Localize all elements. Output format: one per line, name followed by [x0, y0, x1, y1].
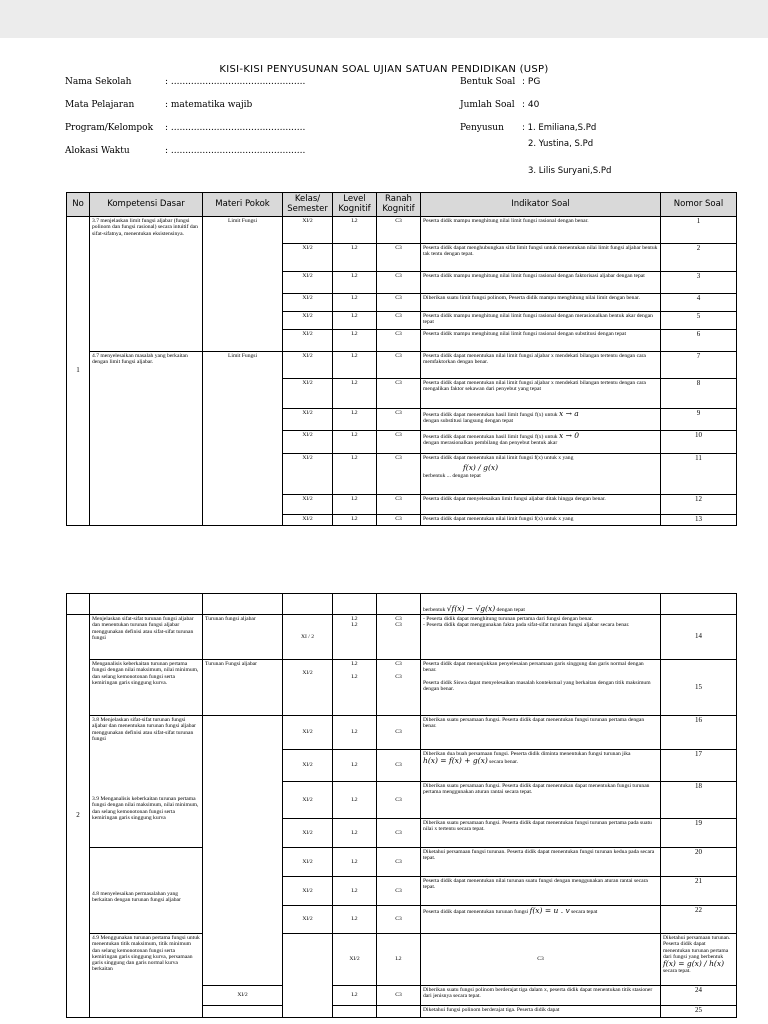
kd-text: 3.9 Menganalisis keberkaitan turunan pertama fungsi dengan nilai maksimum, nilai minimum, dan selang kemonotonan fungsi serta kemiringan garis singgung kurva	[92, 796, 199, 821]
cell-nomor-soal: 15	[661, 660, 737, 716]
cell-ranah: C3	[377, 750, 421, 782]
table-row	[67, 934, 737, 986]
cell-ranah: C3	[377, 272, 421, 294]
cell-ranah: C3	[377, 515, 421, 526]
cell-nomor-soal: 20	[661, 848, 737, 877]
cell-empty	[283, 594, 333, 615]
cell-empty	[67, 594, 90, 615]
cell-level: L2	[333, 750, 377, 782]
cell-kelas: XI/2	[283, 272, 333, 294]
cell-level: L2	[333, 431, 377, 454]
cell-kelas: XI/2	[283, 244, 333, 272]
cell-level: L2	[333, 409, 377, 431]
cell-kelas: XI/2	[283, 495, 333, 515]
cell-level: L2	[333, 877, 377, 906]
cell-nomor-soal: 4	[661, 294, 737, 312]
cell-no: 1	[67, 217, 90, 526]
cell-kelas: XI/2	[283, 217, 333, 244]
field-value: : ...............................................	[165, 123, 306, 133]
cell-ranah: C3	[377, 431, 421, 454]
cell-level: L2	[333, 244, 377, 272]
field-alokasi-waktu	[65, 146, 305, 156]
cell-level: L2	[333, 515, 377, 526]
cell-kelas: XI/2	[283, 515, 333, 526]
cell-indikator	[421, 409, 661, 431]
cell-ranah: C3	[377, 409, 421, 431]
cell-ranah: C3	[377, 294, 421, 312]
cell-kompetensi-dasar: 4.7 menyelesaikan masalah yang berkaitan dengan limit fungsi aljabar.	[90, 352, 203, 526]
cell-kompetensi-dasar	[90, 716, 203, 848]
cell-empty	[661, 594, 737, 615]
kisi-kisi-table-2	[66, 593, 737, 1018]
col-header-kompetensi-dasar: Kompetensi Dasar	[90, 193, 203, 217]
field-value: : 40	[522, 100, 540, 110]
table-row	[67, 594, 737, 615]
cell-level: L2	[333, 495, 377, 515]
col-header-nomor-soal: Nomor Soal	[661, 193, 737, 217]
cell-kelas: XI/2	[283, 312, 333, 330]
col-header-ranah-kognitif: Ranah Kognitif	[377, 193, 421, 217]
indikator-text-cont: dengan substitusi langsung dengan tepat	[423, 418, 514, 425]
col-header-level-kognitif: Level Kognitif	[333, 193, 377, 217]
field-value: : ...............................................	[165, 77, 306, 87]
cell-nomor-soal: 12	[661, 495, 737, 515]
field-label: Mata Pelajaran	[65, 100, 135, 110]
document-title: KISI-KISI PENYUSUNAN SOAL UJIAN SATUAN PENDIDIKAN (USP)	[219, 64, 549, 75]
table-row	[67, 217, 737, 244]
table-header-row	[67, 193, 737, 217]
cell-indikator: Peserta didik dapat menentukan nilai limit fungsi f(x) untuk x yang	[421, 515, 661, 526]
cell-nomor-soal: 16	[661, 716, 737, 750]
field-label: Bentuk Soal	[460, 77, 516, 87]
penyusun-2: 2. Yustina, S.Pd	[528, 139, 594, 149]
table-row	[67, 660, 737, 716]
indikator-text: Peserta didik dapat menentukan turunan fungsi	[423, 909, 529, 915]
cell-level: L2	[333, 906, 377, 934]
cell-ranah: C3	[377, 454, 421, 495]
cell-ranah: C3	[377, 330, 421, 352]
cell-nomor-soal: 14	[661, 615, 737, 660]
cell-indikator: Diketahui persamaan fungsi turunan. Peserta didik dapat menentukan fungsi turunan kedua pada secara tepat.	[421, 848, 661, 877]
cell-indikator	[421, 431, 661, 454]
cell-ranah: C3	[377, 848, 421, 877]
math-expression: f(x) = u . v	[529, 906, 570, 915]
cell-kelas: XI/2	[283, 660, 333, 716]
cell-ranah: C3	[377, 244, 421, 272]
cell-ranah: C3	[377, 312, 421, 330]
table-row	[67, 716, 737, 750]
cell-indikator: Diberikan suatu persamaan fungsi. Peserta didik dapat menentukan fungsi turunan pertama pada suatu nilai x tertentu secara tepat.	[421, 819, 661, 848]
cell-indikator	[421, 906, 661, 934]
field-label: Nama Sekolah	[65, 77, 132, 87]
col-header-no: No	[67, 193, 90, 217]
cell-nomor-soal: 7	[661, 352, 737, 379]
cell-ranah: C3	[377, 782, 421, 819]
cell-materi-pokok: Turunan Fungsi aljabar	[203, 660, 283, 716]
field-bentuk-soal	[460, 77, 540, 87]
viewer-top-band	[0, 0, 768, 38]
cell-nomor-soal: 3	[661, 272, 737, 294]
cell-indikator: Diberikan suatu persamaan fungsi. Peserta didik dapat menentukan dapat menentukan fungsi turunan pertama menggunakan aturan rantai secara tepat.	[421, 782, 661, 819]
cell-ranah	[377, 1006, 421, 1018]
cell-nomor-soal: 1	[661, 217, 737, 244]
cell-indikator: Peserta didik mampu menghitung nilai limit fungsi rasional dengan substitusi dengan tepat	[421, 330, 661, 352]
penyusun-3: 3. Lilis Suryani,S.Pd	[528, 166, 612, 176]
cell-nomor-soal: 24	[661, 986, 737, 1006]
cell-ranah: C3	[377, 495, 421, 515]
cell-level: L2	[333, 716, 377, 750]
field-label: Penyusun	[460, 123, 504, 133]
cell-kelas: XI/2	[283, 848, 333, 877]
table-row	[67, 848, 737, 877]
cell-empty	[90, 594, 203, 615]
cell-indikator: Peserta didik dapat menghubungkan sifat limit fungsi untuk menentukan nilai limit fungsi aljabar bentuk tak tentu dengan tepat.	[421, 244, 661, 272]
cell-level: L2	[377, 934, 421, 986]
cell-ranah: C3 C3	[377, 660, 421, 716]
cell-kelas	[203, 1006, 283, 1018]
field-value: : 1. Emiliana,S.Pd	[522, 123, 597, 133]
kd-text: 3.8 Menjelaskan sifat-sifat turunan fungsi aljabar dan menentukan turunan fungsi aljabar menggunakan definisi atau sifat-sifat turunan fungsi	[92, 717, 196, 742]
math-expression: x → a	[558, 409, 579, 418]
cell-ranah: C3	[377, 877, 421, 906]
cell-level: L2	[333, 294, 377, 312]
cell-kelas: XI/2	[283, 906, 333, 934]
cell-materi-pokok: Turunan fungsi aljabar	[203, 615, 283, 660]
cell-ranah: C3	[377, 352, 421, 379]
cell-indikator: - Peserta didik dapat menghitung turunan pertama dari fungsi dengan benar. - Peserta didik dapat menggunakan fakta pada sifat-sifat turunan fungsi aljabar secara benar.	[421, 615, 661, 660]
cell-indikator: Diberikan suatu fungsi polinom berderajat tiga dalam x, peserta didik dapat menentukan titik stasioner dari jenisnya secara tepat.	[421, 986, 661, 1006]
field-label: Program/Kelompok	[65, 123, 154, 133]
cell-empty	[203, 594, 283, 615]
cell-ranah: C3	[377, 217, 421, 244]
cell-kelas: XI/2	[283, 877, 333, 906]
cell-kompetensi-dasar: Menganalisis keberkaitan turunan pertama fungsi dengan nilai maksimum, nilai minimum, dan selang kemonotonan fungsi serta kemiringan garis singgung kurva.	[90, 660, 203, 716]
indikator-text: Peserta didik dapat menentukan nilai limit fungsi f(x) untuk x yang	[423, 455, 574, 461]
kisi-kisi-table-1	[66, 192, 737, 526]
field-label: Alokasi Waktu	[65, 146, 130, 156]
field-jumlah-soal	[460, 100, 539, 110]
cell-ranah: C3	[377, 379, 421, 409]
math-expression: f(x) = g(x) / h(x)	[663, 959, 724, 968]
table-row	[67, 615, 737, 660]
cell-ranah: C3	[421, 934, 661, 986]
cell-ranah: C3 C3	[377, 615, 421, 660]
cell-indikator: Diberikan suatu persamaan fungsi. Peserta didik dapat menentukan fungsi turunan pertama dengan benar.	[421, 716, 661, 750]
indikator-text-cont: secara tepat.	[663, 968, 691, 975]
document-page	[0, 38, 768, 1024]
cell-materi-pokok	[283, 934, 333, 1018]
cell-level: L2	[333, 986, 377, 1006]
cell-nomor-soal: 18	[661, 782, 737, 819]
cell-nomor-soal: 22	[661, 906, 737, 934]
indikator-text: Peserta didik dapat menentukan hasil limit fungsi f(x) untuk	[423, 434, 558, 440]
cell-indikator	[421, 454, 661, 495]
cell-kelas: XI / 2	[283, 615, 333, 660]
cell-indikator: Diberikan suatu limit fungsi polinom, Peserta didik mampu menghitung nilai limit dengan benar.	[421, 294, 661, 312]
cell-indikator	[421, 750, 661, 782]
field-value: : matematika wajib	[165, 100, 253, 110]
field-mata-pelajaran	[65, 100, 252, 110]
cell-nomor-soal: 8	[661, 379, 737, 409]
col-header-materi-pokok: Materi Pokok	[203, 193, 283, 217]
cell-ranah: C3	[377, 986, 421, 1006]
cell-indikator: Peserta didik dapat menentukan nilai limit fungsi aljabar x mendekati bilangan tertentu dengan cara memfaktorkan dengan benar.	[421, 352, 661, 379]
cell-kelas: XI/2	[203, 986, 283, 1006]
cell-nomor-soal: 10	[661, 431, 737, 454]
cell-kelas: XI/2	[283, 716, 333, 750]
cell-materi-pokok	[203, 716, 283, 986]
cell-kelas: XI/2	[283, 352, 333, 379]
field-label: Jumlah Soal	[460, 100, 515, 110]
cell-kelas: XI/2	[283, 819, 333, 848]
cell-indikator: Peserta didik mampu menghitung nilai limit fungsi rasional dengan faktorisasi aljabar dengan tepat	[421, 272, 661, 294]
indikator-text: Peserta didik dapat menentukan hasil limit fungsi f(x) untuk	[423, 412, 558, 418]
cell-nomor-soal: 9	[661, 409, 737, 431]
cell-level: L2	[333, 217, 377, 244]
cell-ranah: C3	[377, 906, 421, 934]
cell-nomor-soal: 25	[661, 1006, 737, 1018]
math-expression: h(x) = f(x) + g(x)	[423, 756, 488, 766]
cell-nomor-soal: 5	[661, 312, 737, 330]
table-row	[67, 352, 737, 379]
field-value: : ...............................................	[165, 146, 306, 156]
cell-indikator: Diketahui fungsi polinom berderajat tiga. Peserta didik dapat	[421, 1006, 661, 1018]
cell-indikator: Peserta didik dapat menentukan nilai turunan suatu fungsi dengan menggunakan aturan rantai secara tepat.	[421, 877, 661, 906]
cell-level: L2	[333, 379, 377, 409]
cell-indikator: Peserta didik dapat menentukan nilai limit fungsi aljabar x mendekati bilangan tertentu dengan cara mengalikan faktor sekawan dari penyebut yang tepat	[421, 379, 661, 409]
cell-ranah: C3	[377, 819, 421, 848]
cell-level: L2	[333, 312, 377, 330]
field-nama-sekolah	[65, 77, 305, 87]
cell-level: L2 L2	[333, 660, 377, 716]
cell-kompetensi-dasar: Menjelaskan sifat-sifat turunan fungsi aljabar dan menentukan turunan fungsi aljabar menggunakan definisi atau sifat-sifat turunan fungsi	[90, 615, 203, 660]
indikator-text-cont: berbentuk ... dengan tepat	[423, 472, 481, 479]
indikator-text-cont: dengan merasionalkan pembilang dan penyebut bentuk akar	[423, 440, 558, 447]
cell-nomor-soal: 6	[661, 330, 737, 352]
cell-materi-pokok: Limit Fungsi	[203, 352, 283, 526]
cell-ranah: C3	[377, 716, 421, 750]
cell-level	[333, 1006, 377, 1018]
cell-kelas: XI/2	[283, 330, 333, 352]
cell-level: L2	[333, 272, 377, 294]
cell-level: L2	[333, 848, 377, 877]
cell-kelas: XI/2	[283, 294, 333, 312]
indikator-text: berbentuk	[423, 606, 446, 613]
math-expression: x → 0	[558, 431, 580, 440]
cell-indikator: Peserta didik mampu menghitung nilai limit fungsi rasional dengan merasionalkan bentuk akar dengan tepat	[421, 312, 661, 330]
cell-indikator: Peserta didik mampu menghitung nilai limit fungsi rasional dengan benar.	[421, 217, 661, 244]
col-header-kelas-semester: Kelas/ Semester	[283, 193, 333, 217]
cell-kompetensi-dasar: 4.9 Menggunakan turunan pertama fungsi untuk menentukan titik maksimum, titik minimum dan selang kemonotonan fungsi serta kemiringan garis singgung kurva, persamaan garis singgung dan garis normal kurva berkaitan	[90, 934, 203, 1018]
cell-level: L2	[333, 819, 377, 848]
field-program-kelompok	[65, 123, 305, 133]
cell-kelas: XI/2	[283, 454, 333, 495]
cell-level: L2	[333, 330, 377, 352]
kd-text: 4.8 menyelesaikan permasalahan yang berkaitan dengan turunan fungsi aljabar	[92, 891, 181, 904]
cell-level: L2	[333, 454, 377, 495]
cell-nomor-soal: 11	[661, 454, 737, 495]
cell-level: L2	[333, 782, 377, 819]
indikator-text: Diberikan dua buah persamaan fungsi. Peserta didik diminta menentukan fungsi turunan jika	[423, 751, 631, 757]
cell-empty	[333, 594, 377, 615]
cell-indikator	[421, 594, 661, 615]
field-penyusun	[460, 123, 596, 133]
cell-kelas: XI/2	[333, 934, 377, 986]
cell-nomor-soal: 21	[661, 877, 737, 906]
field-value: : PG	[522, 77, 541, 87]
cell-nomor-soal: 17	[661, 750, 737, 782]
math-expression: √f(x) − √g(x)	[446, 603, 496, 613]
cell-indikator	[661, 934, 737, 986]
cell-empty	[377, 594, 421, 615]
cell-kelas: XI/2	[283, 782, 333, 819]
cell-level: L2 L2	[333, 615, 377, 660]
cell-no: 2	[67, 615, 90, 1018]
cell-kompetensi-dasar: 3.7 menjelaskan limit fungsi aljabar (fungsi polinom dan fungsi rasional) secara intuitif dan sifat-sifatnya, menentukan eksistensinya.	[90, 217, 203, 352]
cell-kelas: XI/2	[283, 379, 333, 409]
cell-kelas: XI/2	[283, 750, 333, 782]
indikator-text: Diketahui persamaan turunan. Peserta didik dapat menentukan turunan pertama dari fungsi yang berbentuk	[663, 935, 731, 960]
cell-materi-pokok: Limit Fungsi	[203, 217, 283, 352]
cell-level: L2	[333, 352, 377, 379]
cell-nomor-soal: 13	[661, 515, 737, 526]
indikator-text-cont: dengan tepat	[496, 606, 525, 613]
cell-nomor-soal: 2	[661, 244, 737, 272]
indikator-text-cont: secara tepat	[571, 909, 598, 915]
cell-kompetensi-dasar	[90, 848, 203, 934]
cell-indikator: Peserta didik dapat menyelesaikan limit fungsi aljabar ditak hingga dengan benar.	[421, 495, 661, 515]
cell-kelas: XI/2	[283, 431, 333, 454]
indikator-text-cont: secara benar.	[489, 759, 519, 766]
cell-nomor-soal: 19	[661, 819, 737, 848]
col-header-indikator-soal: Indikator Soal	[421, 193, 661, 217]
math-fraction: f(x) / g(x)	[463, 463, 499, 473]
cell-indikator: Peserta didik dapat menunjukkan penyelesaian persamaan garis singgung dan garis normal dengan benar. Peserta didik Siswa dapat menyelesaikan masalah kontekstual yang berkaitan dengan titik maksimum dengan benar.	[421, 660, 661, 716]
cell-kelas: XI/2	[283, 409, 333, 431]
